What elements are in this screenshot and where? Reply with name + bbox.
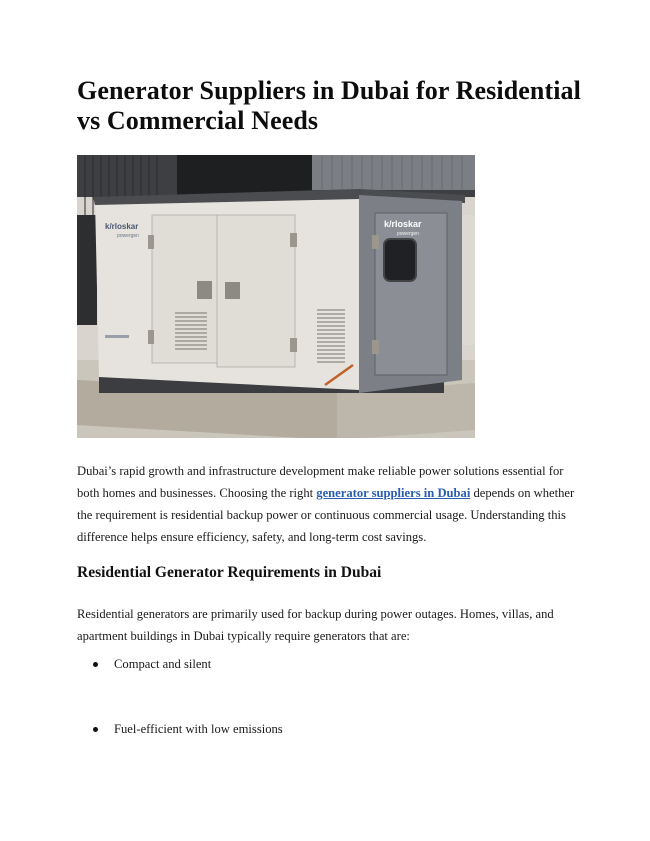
bullet-item xyxy=(93,655,211,673)
section-heading-residential: Residential Generator Requirements in Dubai xyxy=(77,564,382,581)
bullet-text: Fuel-efficient with low emissions xyxy=(114,722,283,736)
svg-text:powergen: powergen xyxy=(117,233,139,239)
svg-text:k/rloskar: k/rloskar xyxy=(384,219,422,229)
intro-paragraph xyxy=(77,460,587,548)
bullet-text: Compact and silent xyxy=(114,657,212,671)
intro-text-after-link: depends on whether the requirement is residential backup power or continuous commercial usage. Understanding this difference helps ensure efficiency, safety, and long-term cost savings. xyxy=(77,486,575,544)
page-title: Generator Suppliers in Dubai for Residential vs Commercial Needs xyxy=(77,76,581,135)
generator-image xyxy=(77,155,475,438)
bullet-item xyxy=(93,720,283,738)
svg-text:powergen: powergen xyxy=(397,231,419,237)
residential-paragraph: Residential generators are primarily used for backup during power outages. Homes, villas, and apartment buildings in Dubai typically require generators that are: xyxy=(77,607,554,643)
generator-suppliers-link[interactable]: generator suppliers in Dubai xyxy=(316,486,471,500)
bullet-icon xyxy=(93,727,98,732)
bullet-icon xyxy=(93,662,98,667)
svg-text:k/rloskar: k/rloskar xyxy=(105,222,139,231)
intro-text-before-link: Dubai’s rapid growth and infrastructure development make reliable power solutions essential for both homes and businesses. Choosing the right xyxy=(77,464,564,500)
